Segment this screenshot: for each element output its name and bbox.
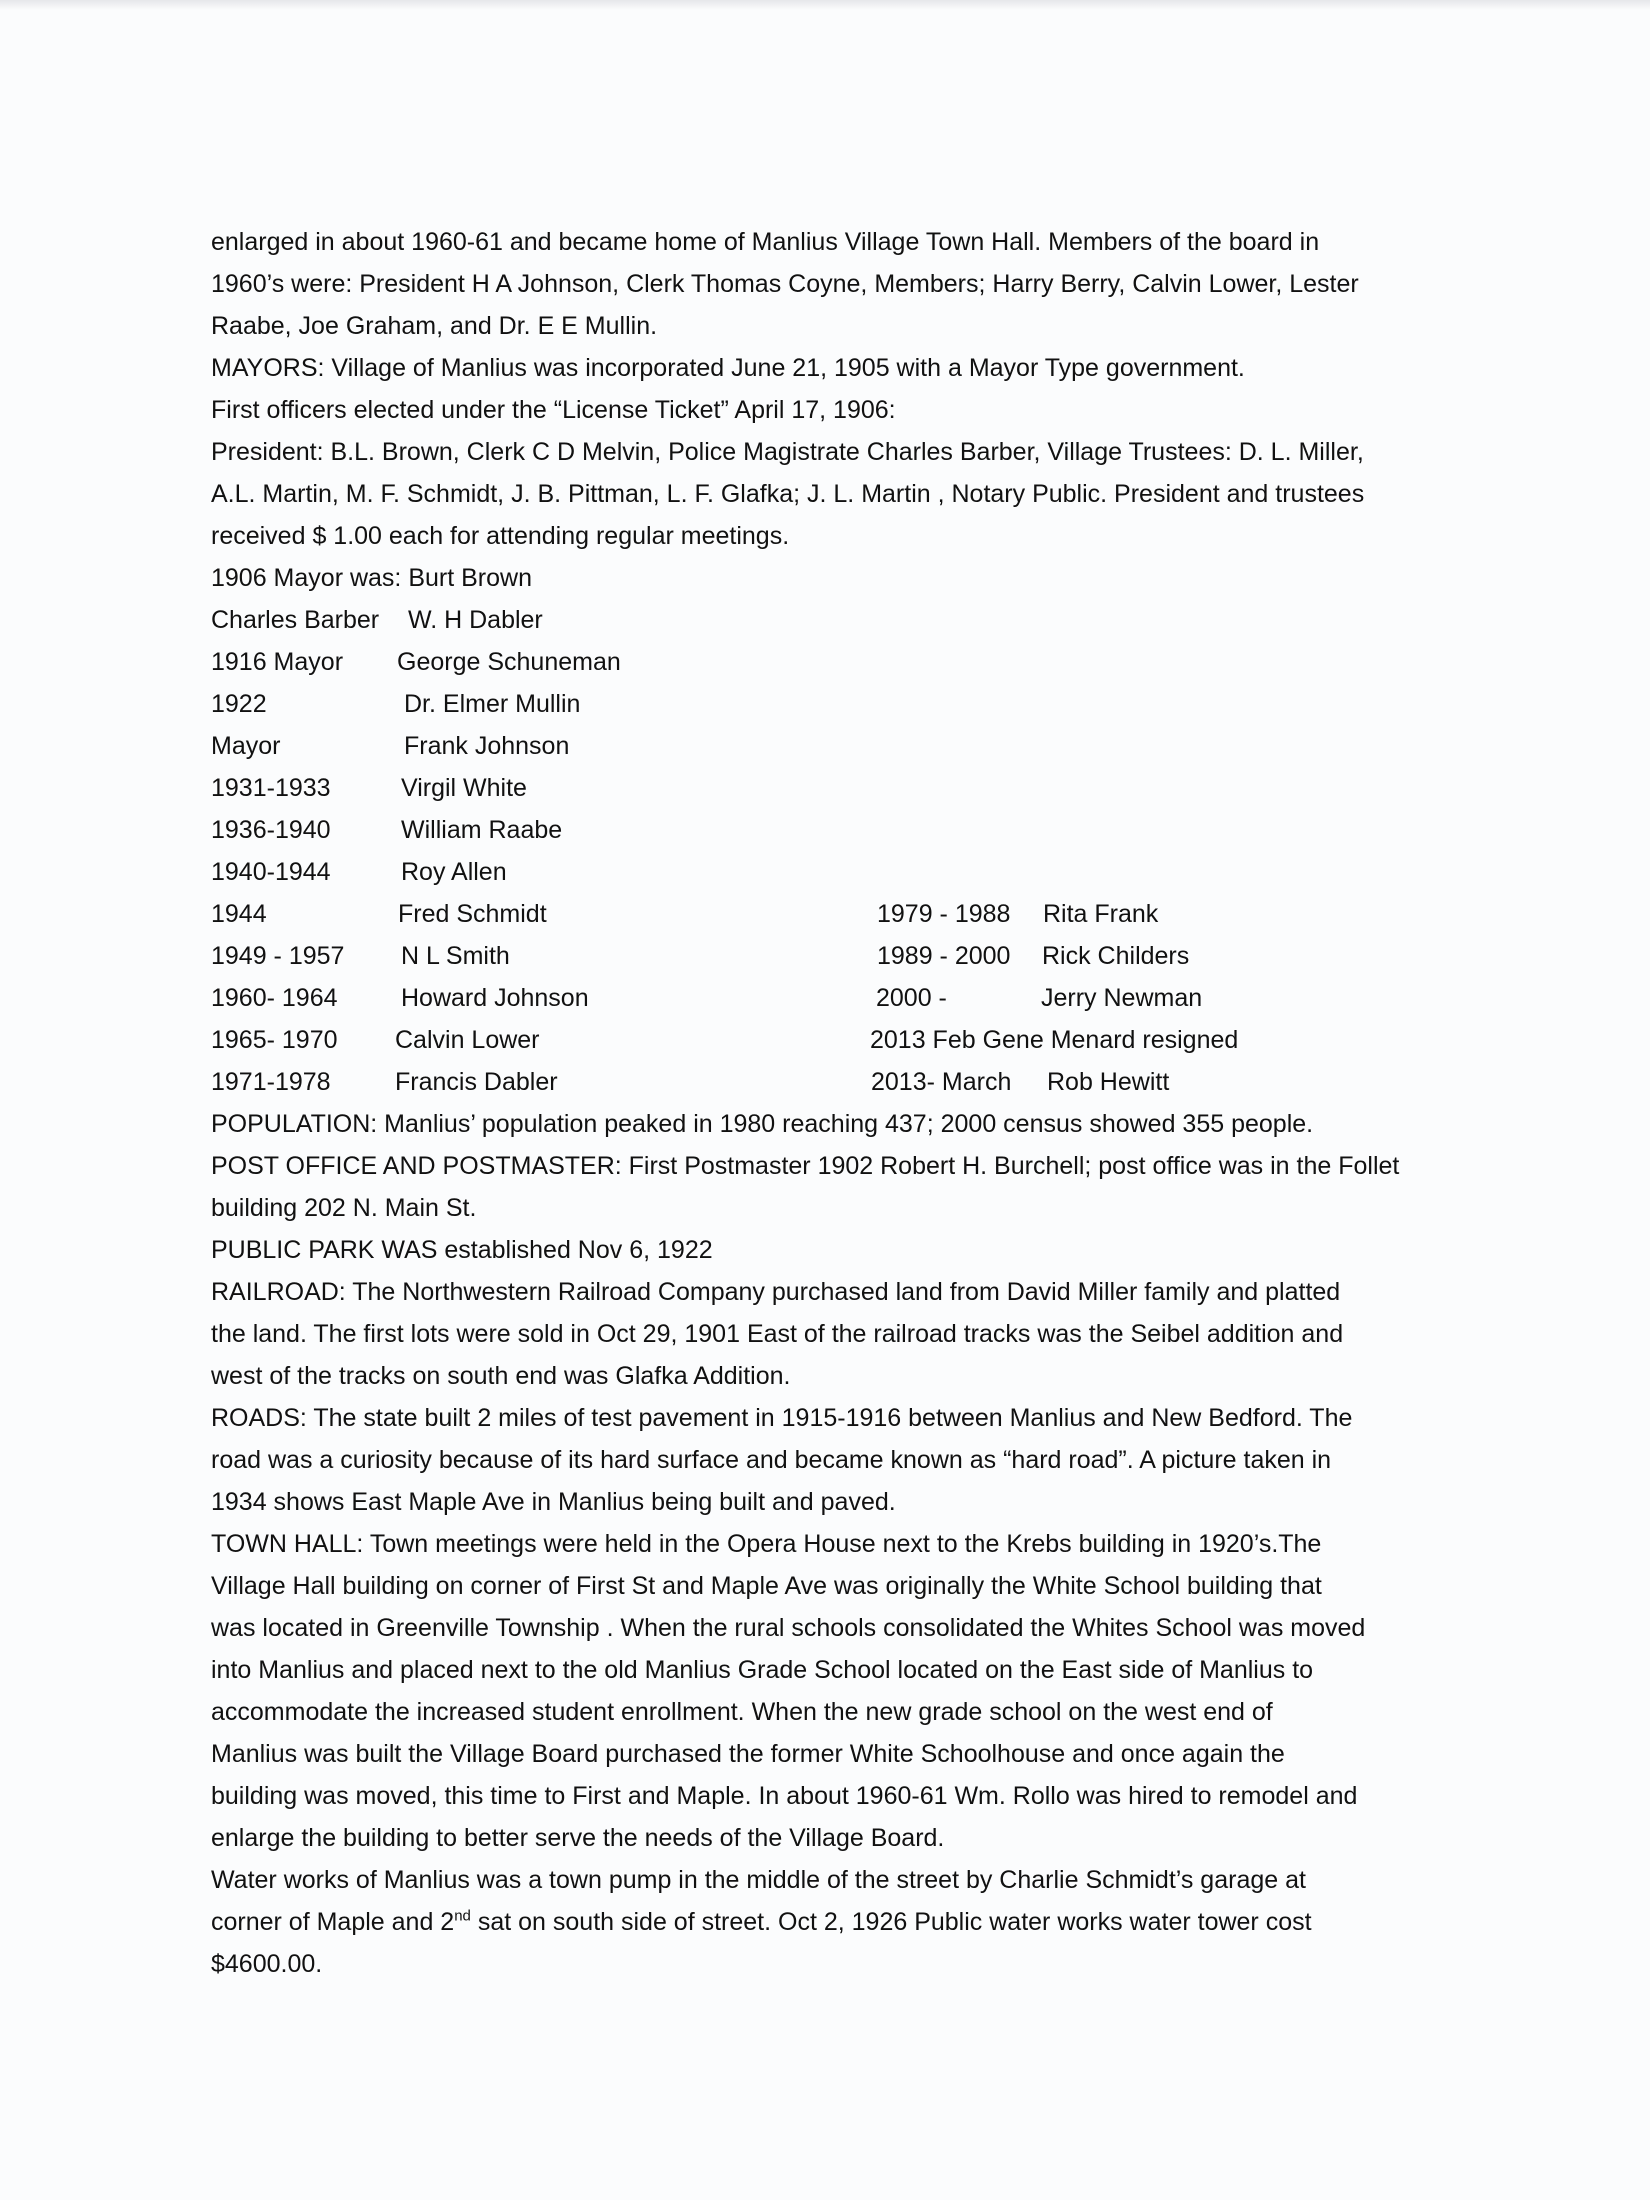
- mayor-row: [211, 809, 1446, 851]
- text-line: A.L. Martin, M. F. Schmidt, J. B. Pittman, L. F. Glafka; J. L. Martin , Notary Public. President and trustees: [211, 480, 1365, 508]
- mayor-years: 1965- 1970: [211, 1026, 338, 1054]
- body-section: [211, 1103, 1446, 1859]
- mayor-name: George Schuneman: [397, 648, 621, 676]
- text-line: TOWN HALL: Town meetings were held in the Opera House next to the Krebs building in 1920’s.The: [211, 1530, 1322, 1558]
- document-page: [211, 221, 1446, 1985]
- text-line: 1934 shows East Maple Ave in Manlius being built and paved.: [211, 1488, 896, 1516]
- mayor-years: 1944: [211, 900, 267, 928]
- mayor-row: [211, 599, 1446, 641]
- mayor-name: William Raabe: [401, 816, 563, 844]
- mayor-name: Fred Schmidt: [398, 900, 547, 928]
- text-line: the land. The first lots were sold in Oct 29, 1901 East of the railroad tracks was the Seibel addition and: [211, 1320, 1344, 1348]
- text-line: Water works of Manlius was a town pump in the middle of the street by Charlie Schmidt’s garage at: [211, 1866, 1306, 1894]
- mayor-years: 1916 Mayor: [211, 648, 344, 676]
- text-line: Village Hall building on corner of First St and Maple Ave was originally the White School building that: [211, 1572, 1322, 1600]
- mayor-name-2: Rick Childers: [1042, 942, 1190, 970]
- text-line: Raabe, Joe Graham, and Dr. E E Mullin.: [211, 312, 658, 340]
- mayor-years-2: 1989 - 2000: [877, 942, 1011, 970]
- mayor-name-2: Rob Hewitt: [1047, 1068, 1170, 1096]
- mayor-years: 1922: [211, 690, 267, 718]
- text-fragment: sat on south side of street. Oct 2, 1926 Public water works water tower cost: [470, 1908, 1312, 1936]
- mayor-name: Roy Allen: [401, 858, 507, 886]
- mayor-years: 1960- 1964: [211, 984, 338, 1012]
- text-line: building was moved, this time to First and Maple. In about 1960-61 Wm. Rollo was hired to remodel and: [211, 1782, 1358, 1810]
- mayor-years: 1940-1944: [211, 858, 331, 886]
- text-line: POST OFFICE AND POSTMASTER: First Postmaster 1902 Robert H. Burchell; post office was in the Follet: [211, 1152, 1400, 1180]
- text-line: west of the tracks on south end was Glafka Addition.: [211, 1362, 791, 1390]
- mayor-years: 1949 - 1957: [211, 942, 345, 970]
- text-line: President: B.L. Brown, Clerk C D Melvin, Police Magistrate Charles Barber, Village Trustees: D. L. Miller,: [211, 438, 1364, 466]
- mayors-list: [211, 599, 1446, 1103]
- text-line: enlarged in about 1960-61 and became home of Manlius Village Town Hall. Members of the board in: [211, 228, 1320, 256]
- text-line: enlarge the building to better serve the needs of the Village Board.: [211, 1824, 945, 1852]
- text-line: road was a curiosity because of its hard surface and became known as “hard road”. A picture taken in: [211, 1446, 1332, 1474]
- ordinal-suffix: nd: [454, 1907, 471, 1925]
- mayor-years: 1971-1978: [211, 1068, 331, 1096]
- mayor-row: [211, 851, 1446, 893]
- mayor-row: [211, 641, 1446, 683]
- mayor-name: Dr. Elmer Mullin: [404, 690, 581, 718]
- mayor-name: W. H Dabler: [408, 606, 543, 634]
- mayor-years-2: 2013- March: [871, 1068, 1012, 1096]
- mayor-row: [211, 1061, 1446, 1103]
- mayor-years-2: 2000 -: [876, 984, 947, 1012]
- mayor-row: [211, 683, 1446, 725]
- text-line: [211, 1901, 1446, 1943]
- text-line: $4600.00.: [211, 1950, 323, 1978]
- mayor-name-2: Rita Frank: [1043, 900, 1159, 928]
- text-line: 1960’s were: President H A Johnson, Clerk Thomas Coyne, Members; Harry Berry, Calvin Lower, Lester: [211, 270, 1359, 298]
- mayor-row: [211, 725, 1446, 767]
- mayor-years: Mayor: [211, 732, 281, 760]
- text-line: building 202 N. Main St.: [211, 1194, 477, 1222]
- intro-section: [211, 221, 1446, 599]
- mayor-row: [211, 1019, 1446, 1061]
- mayor-row: [211, 893, 1446, 935]
- text-line: POPULATION: Manlius’ population peaked in 1980 reaching 437; 2000 census showed 355 people.: [211, 1110, 1314, 1138]
- text-line: into Manlius and placed next to the old Manlius Grade School located on the East side of Manlius to: [211, 1656, 1314, 1684]
- text-line: PUBLIC PARK WAS established Nov 6, 1922: [211, 1236, 713, 1264]
- mayor-name: Calvin Lower: [395, 1026, 540, 1054]
- mayor-years-2: 2013 Feb Gene Menard resigned: [870, 1026, 1239, 1054]
- mayor-name: Virgil White: [401, 774, 527, 802]
- water-works-section: [211, 1859, 1446, 1985]
- mayor-name: Francis Dabler: [395, 1068, 558, 1096]
- mayor-years: 1931-1933: [211, 774, 331, 802]
- mayor-row: [211, 935, 1446, 977]
- text-line: RAILROAD: The Northwestern Railroad Company purchased land from David Miller family and platted: [211, 1278, 1341, 1306]
- text-line: MAYORS: Village of Manlius was incorporated June 21, 1905 with a Mayor Type government.: [211, 354, 1245, 382]
- scan-edge: [0, 0, 1650, 10]
- text-line: 1906 Mayor was: Burt Brown: [211, 564, 532, 592]
- text-line: received $ 1.00 each for attending regular meetings.: [211, 522, 790, 550]
- mayor-name: N L Smith: [401, 942, 510, 970]
- text-line: First officers elected under the “License Ticket” April 17, 1906:: [211, 396, 896, 424]
- mayor-name-2: Jerry Newman: [1041, 984, 1203, 1012]
- mayor-years: Charles Barber: [211, 606, 380, 634]
- mayor-name: Frank Johnson: [404, 732, 570, 760]
- mayor-row: [211, 767, 1446, 809]
- text-line: accommodate the increased student enrollment. When the new grade school on the west end of: [211, 1698, 1273, 1726]
- text-line: Manlius was built the Village Board purchased the former White Schoolhouse and once again the: [211, 1740, 1285, 1768]
- mayor-name: Howard Johnson: [401, 984, 589, 1012]
- mayor-years: 1936-1940: [211, 816, 331, 844]
- mayor-row: [211, 977, 1446, 1019]
- mayor-years-2: 1979 - 1988: [877, 900, 1011, 928]
- text-line: was located in Greenville Township . When the rural schools consolidated the Whites School was moved: [211, 1614, 1366, 1642]
- text-fragment: corner of Maple and 2: [211, 1908, 455, 1936]
- text-line: ROADS: The state built 2 miles of test pavement in 1915-1916 between Manlius and New Bedford. The: [211, 1404, 1353, 1432]
